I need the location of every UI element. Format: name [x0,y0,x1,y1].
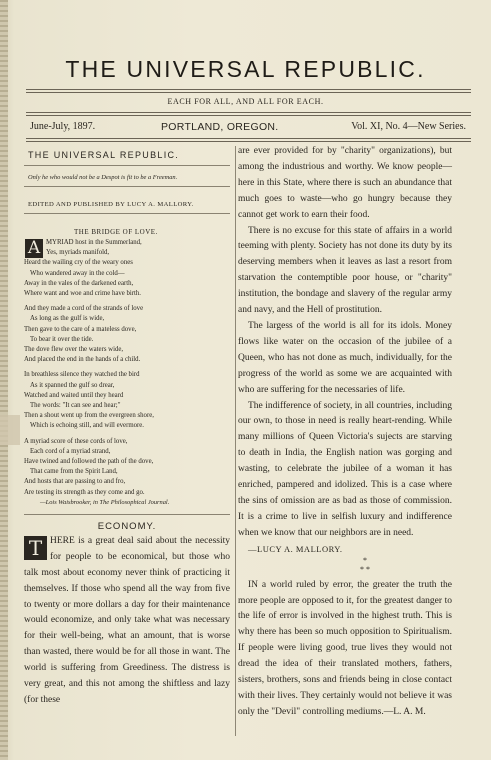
poem-credit: —Lois Waisbrooker, in The Philosophical Journal. [40,498,170,506]
editor-rule [24,213,230,214]
paper-tab [0,415,20,445]
masthead-rule-top-2 [26,92,471,93]
poem-line: Watched and waited until they heard [24,391,124,399]
economy-dropcap: T [24,536,47,560]
poem-line: Then gave to the care of a mateless dove, [24,325,137,333]
subtitle-rule [24,186,230,187]
economy-title: ECONOMY. [97,520,157,532]
poem-line: As long as the gulf is wide, [30,315,105,323]
poem-dropcap: A [25,239,43,258]
poem-line: The dove flew over the waters wide, [24,346,124,354]
paragraph-4: The indifference of society, in all countries, including our own, to those in need is really heart-rending. While many millions of Queen Victoria's sujects are starving to death in India, the English nation was gorging and wasting, to celebrate the jubilee of a woman it has enriched, pampered and idolized. This is a case where the sins of omission are as bad as those of commission. It is a crime to live in selfish luxury and indifference when we know that our neighbors are in need. [238,400,452,538]
poem-line: And hosts that are passing to and fro, [24,478,126,486]
paragraph-2: There is no excuse for this state of affairs in a world teeming with plenty. Society has not done its duty by its deserving members when it leaves as last a resort from starvation the contemptible poor house, or "charity" institution, the bondage and slavery of the regular army and navy, and the Hell of prostitution. [238,225,452,316]
issue-place: PORTLAND, OREGON. [161,121,279,133]
publication-subtitle: Only he who would not be a Despot is fit to be a Freeman. [28,174,178,181]
poem-line: Are testing its strength as they come and go. [24,488,145,496]
poem-line: Who wandered away in the cold— [30,269,125,277]
poem-line: A myriad score of these cords of love, [24,437,128,445]
poem-line: In breathless silence they watched the bird [24,371,140,379]
poem-line: Have twined and followed the path of the dove, [24,458,154,466]
poem-line: Where want and woe and crime have birth. [24,290,142,298]
publication-heading: THE UNIVERSAL REPUBLIC. [28,150,180,160]
masthead-motto: EACH FOR ALL, AND ALL FOR EACH. [167,97,324,106]
masthead-rule-bottom-2 [26,141,471,142]
masthead-rule-mid [26,112,471,113]
poem-line: And they made a cord of the strands of love [24,305,144,313]
poem-line: Yes, myriads manifold, [46,249,110,257]
economy-body: HERE is a great deal said about the necessity for people to be economical, but those who talk most about economy never think of practicing it themselves. If those who spend all the way from five to twenty or more dollars a day for their maintenance would economize, and only take what was necessary for their well-being, what an amount, that is worse than wasted, there would be for all those in want. The world is suffering from Greediness. The distress is very great, and this not among the shiftless and lazy (for these [24,535,230,705]
heading-rule [24,165,230,166]
separator-stars: * * [360,564,370,574]
poem-line: MYRIAD host in the Summerland, [46,239,142,246]
issue-date: June-July, 1897. [30,121,96,132]
poem-line: Each cord of a myriad strand, [30,447,111,455]
paragraph-3: The largess of the world is all for its idols. Money flows like water on the occasion of the jubilee of a Queen, who has not done as much, individually, for the progress of the world as some we are acquainted with who are suffering for the necessaries of life. [238,320,452,395]
poem-line: As it spanned the gulf so drear, [30,381,115,389]
poem-line: And placed the end in the hands of a child. [24,356,141,364]
masthead-title: THE UNIVERSAL REPUBLIC. [65,56,426,82]
paragraph-1: are ever provided for by "charity" organizations), but among the industrious and worthy. We know people—here in this State, where there is such an abundance that much goes to waste—who go hungry because they cannot get work to earn their food. [238,146,452,220]
poem-line: That came from the Spirit Land, [30,468,118,476]
economy-text [24,534,230,709]
poem-line: Heard the wailing cry of the weary ones [24,259,133,267]
right-column [238,144,452,721]
page-binding-edge [0,0,8,760]
poem-title: THE BRIDGE OF LOVE. [74,228,158,236]
poem-line: The words: "It can see and hear;" [30,402,121,410]
left-column [24,148,230,709]
paragraph-5: IN a world ruled by error, the greater the truth the more people are opposed to it, for the greatest danger to the life of error is involved in the highest truth. This is why there has been so much opposition to Spiritualism. If people were living good, true lives they would not dread the idea of their translated mothers, fathers, sisters, brothers, sons and friends being in close contact with their lives. They certainly would not believe it was only the "Devil" controlling mediums.—L. A. M. [238,579,452,717]
masthead-rule-top [26,89,471,90]
poem-line: To bear it over the tide. [30,335,94,343]
separator-star: * [363,555,367,565]
signature: —LUCY A. MALLORY. [248,543,343,554]
poem-line: Then a shout went up from the evergreen shore, [24,412,154,420]
column-divider [235,146,236,736]
section-rule [24,514,230,515]
masthead-rule-bottom [26,138,471,139]
poem-line: Away in the vales of the darkened earth, [24,279,134,287]
editor-line: EDITED AND PUBLISHED BY LUCY A. MALLORY. [28,201,194,208]
masthead-rule-mid-2 [26,115,471,116]
poem-body [24,238,230,498]
poem-line: Which is echoing still, and will evermore. [30,422,145,430]
issue-volume: Vol. XI, No. 4—New Series. [351,121,466,132]
